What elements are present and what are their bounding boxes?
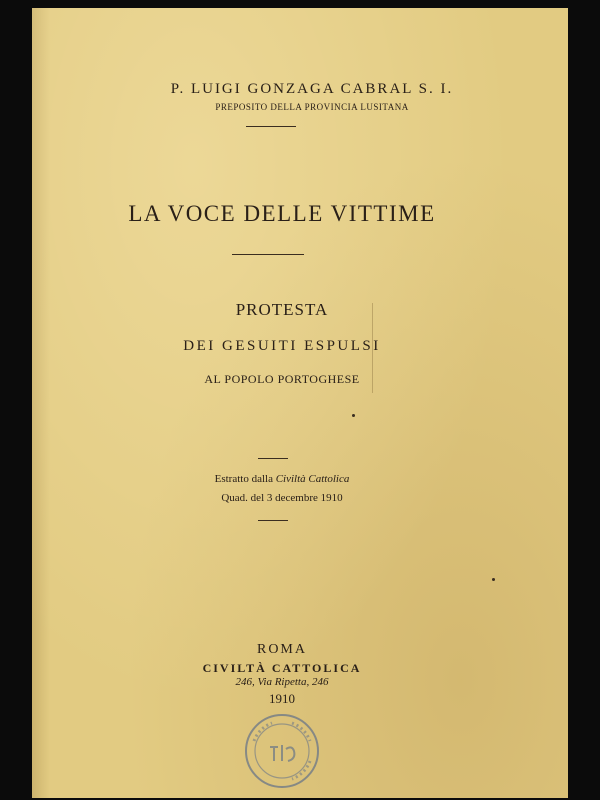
author-position: PREPOSITO DELLA PROVINCIA LUSITANA [215,102,409,112]
subtitle-protesta: PROTESTA [235,300,329,319]
ink-dot [352,414,355,417]
book-cover [32,8,568,798]
divider-rule [258,520,288,521]
divider-rule [232,254,304,255]
extract-line [62,473,502,485]
imprint-city: ROMA [256,642,307,657]
extract-issue: Quad. del 3 decembre 1910 [221,492,343,504]
extract-source: Civiltà Cattolica [275,473,350,485]
divider-rule [246,126,296,127]
subtitle-popolo: AL POPOLO PORTOGHESE [204,372,360,386]
divider-rule [258,458,288,459]
library-stamp-icon [242,711,322,791]
book-title: LA VOCE DELLE VITTIME [128,201,436,226]
imprint-year: 1910 [269,691,295,706]
ink-dot [492,578,495,581]
author-name: P. LUIGI GONZAGA CABRAL S. I. [170,81,454,97]
imprint-address: 246, Via Ripetta, 246 [235,676,329,688]
imprint-publisher: CIVILTÀ CATTOLICA [202,661,362,675]
subtitle-gesuiti: DEI GESUITI ESPULSI [183,338,381,354]
extract-prefix: Estratto dalla [214,473,273,485]
